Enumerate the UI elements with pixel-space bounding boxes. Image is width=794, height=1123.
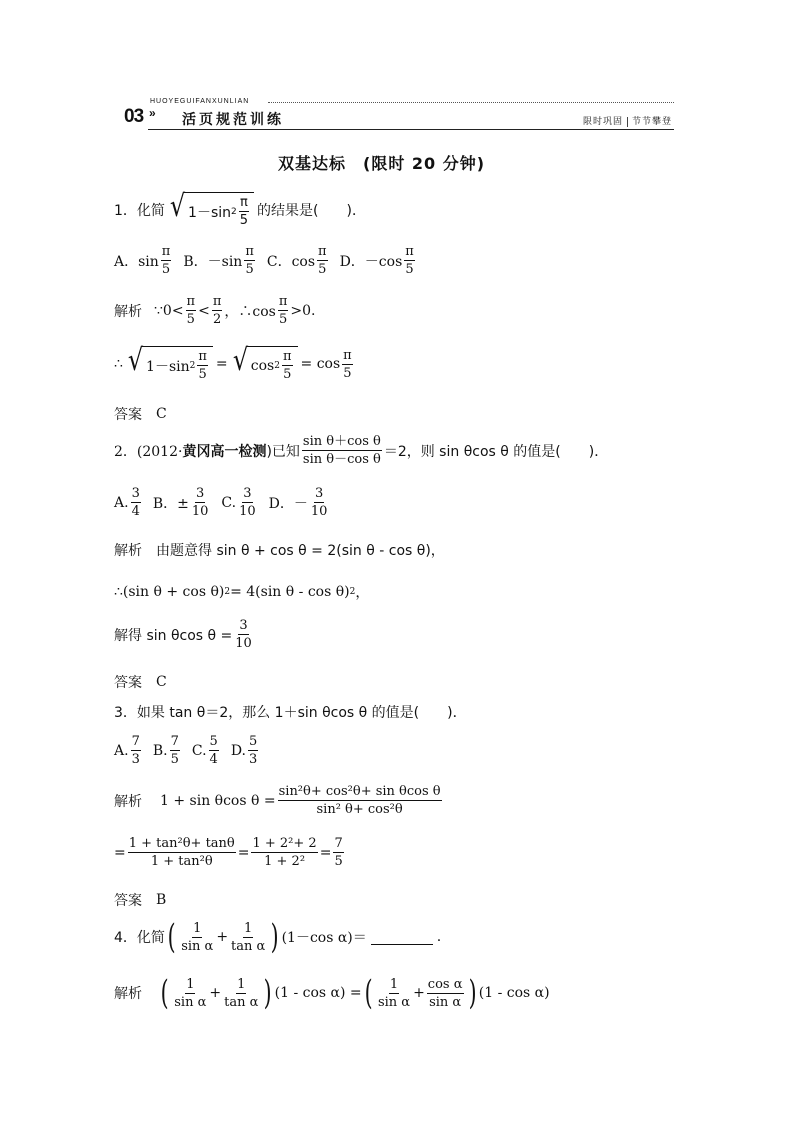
q1-eq-sign: = (215, 356, 228, 372)
q4-a1-den: sin α (174, 994, 207, 1010)
q2-l2a: ∴(sin θ + cos θ) (114, 584, 225, 600)
q1-an-n1: π (186, 294, 196, 309)
q1-answer-label: 答案 (114, 407, 142, 423)
q4-tail2: (1 - cos α) (478, 985, 550, 1001)
q2-frac-num: sin θ＋cos θ (302, 434, 381, 449)
q3-l2-num2: 1 + 2²+ 2 (252, 836, 317, 851)
question-2-stem (114, 434, 608, 467)
q4-f1-num: 1 (193, 920, 202, 936)
q3-analysis-1 (114, 784, 444, 817)
q1-answer-value: C (156, 406, 167, 422)
q2-option-b: B．± (152, 495, 189, 512)
q2-oc-den: 10 (239, 504, 256, 519)
q3-option-b: B. (152, 742, 168, 759)
q4-a1-num: 1 (186, 976, 195, 992)
q2-l3-den: 10 (235, 636, 252, 651)
q3-ob-num: 7 (170, 734, 179, 749)
q2-sq1: 2 (224, 587, 231, 597)
q2-mid: )已知 (266, 443, 300, 460)
q2-analysis-2 (114, 582, 369, 602)
q2-ob-den: 10 (191, 504, 209, 519)
q2-l2b: = 4(sin θ - cos θ) (230, 584, 350, 600)
q2-od-den: 10 (310, 504, 328, 519)
q1-sup: 2 (231, 206, 237, 217)
question-2-options (114, 486, 330, 519)
question-3-options (114, 734, 260, 767)
q1-an-1: ∵0< (154, 302, 184, 319)
q1-option-a: A．sin (114, 253, 159, 270)
q1-option-d: D．－cos (339, 253, 403, 270)
left-paren: ( (167, 917, 176, 957)
q1-analysis-2: ∴ √ 1－sin 2 $\frac{\pi}{5}$ = √ cos 2 $\frac{\pi}{5}$ = cos $\frac{\pi}{5}$ (114, 343, 352, 382)
section-title: 双基达标 (限时 20 分钟) (278, 154, 486, 173)
q3-l1a: 1 + sin θcos θ = (160, 792, 276, 809)
q3-option-c: C. (191, 742, 207, 759)
question-1-stem (114, 189, 366, 228)
q3-option-a: A. (114, 742, 129, 759)
q2-analysis-1 (114, 540, 445, 560)
q4-a2-den: tan α (224, 994, 259, 1010)
right-paren: ) (270, 917, 279, 957)
header-tag-a: 限时巩固 (582, 117, 623, 127)
q3-l2-den2: 1 + 2² (264, 854, 306, 869)
q2-answer-label: 答案 (114, 675, 142, 691)
q1-an-d3: 5 (278, 312, 288, 327)
q3-l2-den3: 5 (334, 854, 343, 869)
section-number: 03 (124, 106, 144, 127)
header-title: 活页规范训练 (182, 112, 284, 128)
q2-prefix: 2．(2012· (114, 443, 183, 460)
q4-a4-num: cos α (427, 976, 463, 992)
q3-eq-3: = (319, 844, 332, 861)
q3-oa-den: 3 (131, 752, 140, 767)
q4-a4-den: sin α (429, 994, 462, 1010)
q1-rad-text: 1－sin (188, 204, 232, 221)
left-paren: ( (160, 973, 169, 1013)
divider (627, 117, 628, 127)
header-pinyin: HUOYEGUIFANXUNLIAN (150, 98, 250, 105)
q2-oa-num: 3 (131, 486, 140, 501)
q1-eq-n2: π (282, 349, 292, 364)
q2-l2c: ， (355, 585, 370, 601)
q4-a3-num: 1 (389, 976, 399, 992)
right-paren: ) (468, 973, 477, 1013)
q2-od-num: 3 (315, 486, 324, 501)
question-1-options (114, 244, 417, 277)
chevron-right-icon: » (149, 106, 156, 120)
q1-an-n3: π (278, 294, 288, 309)
q2-analysis-3 (114, 618, 255, 651)
q2-eq: ＝2，则 sin θcos θ 的值是( )． (383, 443, 609, 460)
q4-a3-den: sin α (377, 994, 411, 1010)
right-paren: ) (264, 973, 273, 1013)
q4-a-plus: + (209, 985, 222, 1001)
q3-oc-den: 4 (209, 752, 218, 767)
q1-an-3: >0. (290, 302, 316, 319)
q3-eq-1: = (114, 844, 126, 861)
q1-an-d2: 2 (212, 312, 222, 327)
q3-answer (114, 890, 166, 910)
q2-l3: 解得 sin θcos θ = (114, 627, 233, 644)
q3-od-den: 3 (249, 752, 258, 767)
q3-oa-num: 7 (131, 734, 140, 749)
q1-eq-sup2: 2 (274, 360, 280, 371)
q1-oa-num: π (161, 244, 171, 259)
header-tag-b: 节节攀登 (631, 117, 672, 127)
q3-option-d: D. (230, 742, 247, 759)
q4-a2-num: 1 (237, 976, 246, 992)
question-4-stem (114, 917, 442, 957)
q1-therefore: ∴ (114, 356, 123, 372)
q3-od-num: 5 (249, 734, 258, 749)
q4-analysis-1 (114, 973, 550, 1013)
q2-oa-den: 4 (131, 504, 140, 519)
q3-analysis-2 (114, 836, 346, 869)
q1-suffix: 的结果是( )． (257, 203, 366, 219)
q1-oc-num: π (318, 244, 327, 259)
q4-f1-den: sin α (181, 938, 214, 954)
q1-eq-sup: 2 (189, 360, 196, 371)
q3-l1-den: sin² θ+ cos²θ (316, 802, 403, 817)
q1-frac-num: π (239, 195, 248, 210)
q4-prefix: 4．化简 (114, 930, 165, 946)
q1-eq-d: 5 (198, 367, 207, 382)
q3-eq-2: = (237, 844, 250, 861)
q3-analysis-label: 解析 (114, 793, 142, 810)
header-rule (148, 129, 674, 130)
q2-frac-den: sin θ－cos θ (302, 452, 381, 467)
q1-oa-den: 5 (161, 262, 171, 277)
q1-od-den: 5 (405, 262, 414, 277)
q3-answer-value: B (156, 892, 167, 908)
question-3-stem: 3．如果 tan θ＝2，那么 1＋sin θcos θ 的值是( )． (114, 705, 467, 721)
q1-analysis-1 (114, 294, 315, 327)
q1-an-lt: < (198, 302, 210, 319)
q1-eq-n: π (198, 349, 207, 364)
q2-answer-value: C (156, 674, 167, 690)
header-dotted-rule (268, 102, 674, 103)
q3-oc-num: 5 (209, 734, 218, 749)
q3-l1-num: sin²θ+ cos²θ+ sin θcos θ (278, 784, 441, 799)
q1-an-d1: 5 (186, 312, 195, 327)
left-paren: ( (364, 973, 373, 1013)
q1-answer (114, 404, 167, 424)
q1-eq-tail: = cos (300, 356, 341, 372)
q4-f2-den: tan α (231, 938, 266, 954)
q2-sq2: 2 (349, 587, 356, 597)
q1-option-b: B．－sin (183, 253, 243, 270)
q3-l2-num3: 7 (334, 836, 343, 851)
q2-l3-num: 3 (239, 618, 248, 633)
q1-an-2: ，∴cos (224, 303, 276, 320)
answer-blank (371, 930, 433, 945)
q1-analysis-label: 解析 (114, 303, 142, 320)
q1-option-c: C．cos (266, 253, 316, 270)
q1-oc-den: 5 (318, 262, 327, 277)
q4-mid: (1 - cos α) = (274, 985, 362, 1001)
q2-analysis-line-1: 由题意得 sin θ + cos θ = 2(sin θ - cos θ)， (156, 543, 445, 559)
q3-answer-label: 答案 (114, 893, 142, 909)
q2-answer (114, 672, 167, 692)
q4-tail: (1－cos α)＝ (281, 930, 367, 946)
q4-f2-num: 1 (244, 920, 253, 936)
q1-frac-den: 5 (239, 213, 249, 228)
q4-analysis-label: 解析 (114, 986, 142, 1002)
q1-eq-d2: 5 (283, 367, 292, 382)
q2-ob-num: 3 (196, 486, 205, 501)
q1-eq-cos: cos (250, 357, 275, 374)
q4-a-plus2: + (413, 985, 425, 1001)
q1-eq-n3: π (343, 347, 352, 363)
q2-option-a: A. (114, 494, 129, 511)
q1-eq-rad: 1－sin (146, 358, 190, 375)
q2-oc-num: 3 (243, 486, 252, 501)
q1-an-n2: π (212, 294, 222, 309)
q3-l2-den1: 1 + tan²θ (150, 854, 213, 869)
q2-option-d: D．－ (268, 495, 308, 512)
q1-ob-den: 5 (245, 262, 254, 277)
q1-ob-num: π (245, 244, 254, 259)
page-header (118, 96, 674, 132)
q1-prefix: 1．化简 (114, 203, 165, 219)
header-tagline (583, 114, 672, 127)
q1-od-num: π (405, 244, 414, 259)
q1-radical: √ 1－sin 2 $\frac{\pi}{5}$ (168, 192, 254, 228)
q4-plus: + (216, 929, 229, 945)
q3-ob-den: 5 (170, 752, 179, 767)
q3-l2-num1: 1 + tan²θ+ tanθ (128, 836, 235, 851)
q4-dot: . (436, 929, 442, 945)
q2-option-c: C. (221, 494, 237, 511)
q2-source: 黄冈高一检测 (182, 443, 267, 460)
q1-eq-d3: 5 (343, 365, 352, 381)
q2-analysis-label: 解析 (114, 543, 142, 559)
